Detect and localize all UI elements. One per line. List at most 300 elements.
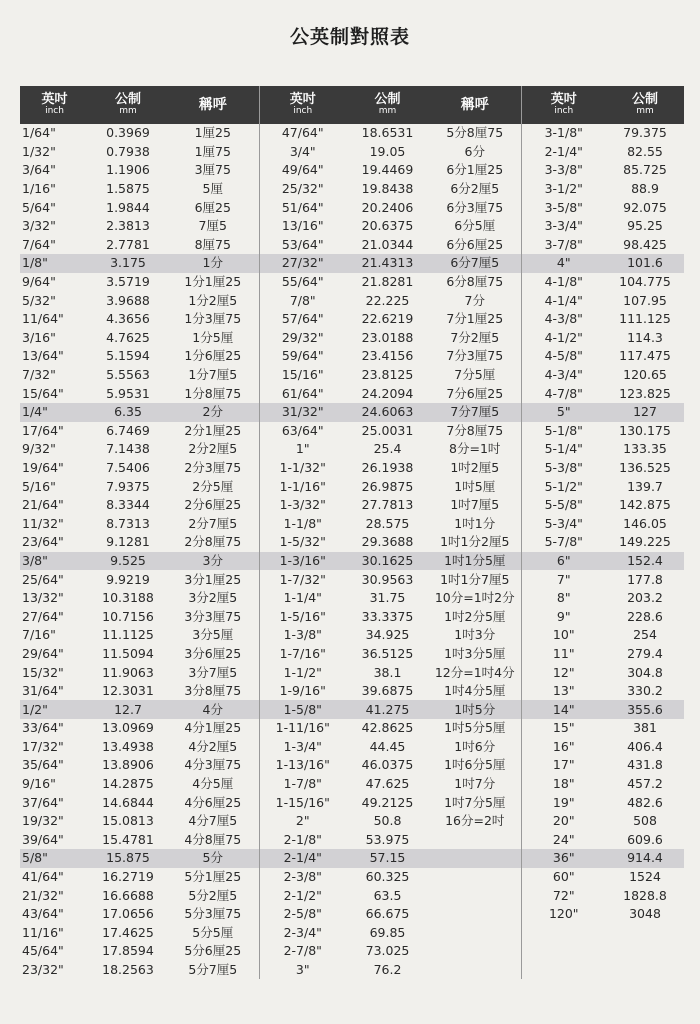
table-cell: 11" <box>552 645 575 661</box>
table-cell <box>429 831 521 850</box>
column-header-label: 稱呼 <box>198 96 227 113</box>
table-cell: 21.8281 <box>361 274 414 290</box>
table-cell: 9/16" <box>22 776 56 792</box>
column-header <box>346 86 429 124</box>
table-cell: 1吋7分5厘 <box>429 793 521 812</box>
table-row <box>20 347 684 366</box>
table-cell: 2分2厘5 <box>167 440 259 459</box>
table-cell: 17/32" <box>22 738 64 754</box>
table-cell: 3分2厘5 <box>167 589 259 608</box>
table-cell <box>521 924 606 943</box>
table-cell: 29/64" <box>22 645 64 661</box>
table-cell: 39/64" <box>22 831 64 847</box>
table-row <box>20 329 684 348</box>
table-cell: 5分5厘 <box>167 924 259 943</box>
table-cell: 0.7938 <box>106 143 150 159</box>
table-cell <box>429 961 521 980</box>
table-cell: 3分1厘25 <box>167 570 259 589</box>
table-cell: 7.5406 <box>106 459 150 475</box>
table-cell: 26.1938 <box>361 459 414 475</box>
table-cell: 24.6063 <box>346 403 429 422</box>
table-cell: 4分5厘 <box>167 775 259 794</box>
table-cell: 5.9531 <box>106 385 150 401</box>
table-cell: 5/8" <box>20 849 89 868</box>
table-cell: 1/64" <box>22 125 56 141</box>
table-cell: 19.4469 <box>361 162 414 178</box>
table-cell: 16" <box>552 738 575 754</box>
table-cell: 9.525 <box>89 552 167 571</box>
table-cell: 25/64" <box>22 571 64 587</box>
table-cell: 1分6厘25 <box>167 347 259 366</box>
table-cell: 12.7 <box>89 700 167 719</box>
table-cell: 20.2406 <box>361 199 414 215</box>
table-cell: 1厘25 <box>167 124 259 143</box>
table-cell <box>606 961 684 980</box>
table-cell: 1吋1分7厘5 <box>429 570 521 589</box>
table-cell: 35/64" <box>22 757 64 773</box>
column-header-label: 公制 <box>114 92 141 107</box>
table-row <box>20 682 684 701</box>
table-cell: 1-1/4" <box>283 590 322 606</box>
table-cell: 1/2" <box>20 700 89 719</box>
table-row <box>20 756 684 775</box>
table-row <box>20 700 684 719</box>
table-row <box>20 626 684 645</box>
table-cell: 3分5厘 <box>167 626 259 645</box>
table-cell: 3分3厘75 <box>167 607 259 626</box>
table-cell: 1分1厘25 <box>167 273 259 292</box>
table-cell: 1524 <box>629 869 661 885</box>
table-cell: 914.4 <box>606 849 684 868</box>
table-cell: 21/32" <box>22 887 64 903</box>
table-cell: 1-9/16" <box>279 683 326 699</box>
table-cell: 120.65 <box>623 367 667 383</box>
table-cell: 33/64" <box>22 720 64 736</box>
table-cell: 7.9375 <box>106 478 150 494</box>
table-cell: 7分3厘75 <box>429 347 521 366</box>
table-cell: 2分1厘25 <box>167 422 259 441</box>
table-cell: 14.6844 <box>102 794 154 810</box>
table-cell: 3/16" <box>22 329 56 345</box>
table-cell: 19.05 <box>369 143 406 159</box>
table-cell: 3-3/8" <box>544 162 583 178</box>
table-cell: 1吋2分5厘 <box>429 607 521 626</box>
table-cell: 3-5/8" <box>544 199 583 215</box>
table-cell: 50.8 <box>373 813 402 829</box>
table-cell: 5-1/2" <box>544 478 583 494</box>
table-cell: 117.475 <box>619 348 671 364</box>
table-cell: 34.925 <box>365 627 410 643</box>
table-cell: 3.175 <box>89 254 167 273</box>
table-cell: 609.6 <box>627 831 663 847</box>
table-cell: 136.525 <box>619 459 671 475</box>
table-cell: 20" <box>552 813 575 829</box>
table-cell: 2分5厘 <box>167 477 259 496</box>
table-cell: 5分 <box>167 849 259 868</box>
table-cell: 2-7/8" <box>283 943 322 959</box>
table-cell: 16.2719 <box>102 869 154 885</box>
table-cell: 47.625 <box>365 776 410 792</box>
table-cell <box>606 942 684 961</box>
table-row <box>20 719 684 738</box>
table-cell: 1分5厘 <box>167 329 259 348</box>
table-row <box>20 570 684 589</box>
table-cell: 2分3厘75 <box>167 459 259 478</box>
table-cell: 2分6厘25 <box>167 496 259 515</box>
table-cell: 6.7469 <box>106 422 150 438</box>
table-row <box>20 514 684 533</box>
table-cell: 60" <box>552 869 575 885</box>
table-cell: 6分7厘5 <box>429 254 521 273</box>
table-row <box>20 496 684 515</box>
table-cell: 9.9219 <box>106 571 150 587</box>
table-row <box>20 589 684 608</box>
table-cell: 1.9844 <box>106 199 150 215</box>
table-cell: 31/32" <box>259 403 346 422</box>
table-cell: 60.325 <box>365 869 410 885</box>
table-cell: 53/64" <box>281 236 324 252</box>
column-header-label: 稱呼 <box>460 96 489 113</box>
table-cell: 29/32" <box>281 329 324 345</box>
table-cell: 4分7厘5 <box>167 812 259 831</box>
table-cell: 4.7625 <box>106 329 150 345</box>
table-cell: 66.675 <box>365 906 410 922</box>
table-cell: 1-3/32" <box>279 497 326 513</box>
table-cell: 7/32" <box>22 367 56 383</box>
table-cell: 1-3/16" <box>259 552 346 571</box>
table-cell: 9.1281 <box>106 534 150 550</box>
table-row <box>20 217 684 236</box>
table-cell: 1-1/32" <box>279 459 326 475</box>
table-cell: 23/64" <box>22 534 64 550</box>
table-cell: 49/64" <box>281 162 324 178</box>
table-cell: 82.55 <box>627 143 663 159</box>
table-cell: 8" <box>556 590 571 606</box>
table-cell: 3/64" <box>22 162 56 178</box>
table-cell: 1分 <box>167 254 259 273</box>
table-cell: 37/64" <box>22 794 64 810</box>
table-cell: 1分8厘75 <box>167 384 259 403</box>
table-cell: 1吋3分 <box>429 626 521 645</box>
table-cell: 8.7313 <box>106 515 150 531</box>
table-cell: 13/32" <box>22 590 64 606</box>
table-cell: 3分8厘75 <box>167 682 259 701</box>
table-cell: 3-1/2" <box>544 181 583 197</box>
table-cell: 2-1/8" <box>283 831 322 847</box>
table-cell: 53.975 <box>365 831 410 847</box>
table-cell: 1吋7分 <box>429 775 521 794</box>
table-cell: 10" <box>552 627 575 643</box>
table-cell: 63/64" <box>281 422 324 438</box>
table-cell: 27/32" <box>259 254 346 273</box>
table-cell <box>521 942 606 961</box>
table-cell: 76.2 <box>373 962 402 978</box>
table-cell: 330.2 <box>627 683 663 699</box>
column-header-unit: inch <box>45 106 64 116</box>
table-cell: 6分5厘 <box>429 217 521 236</box>
table-cell: 254 <box>633 627 657 643</box>
table-cell: 1/32" <box>22 143 56 159</box>
table-row <box>20 607 684 626</box>
table-cell: 12分=1吋4分 <box>429 663 521 682</box>
table-cell: 13.8906 <box>102 757 154 773</box>
table-cell: 1-7/16" <box>279 645 326 661</box>
table-cell: 1吋4分5厘 <box>429 682 521 701</box>
table-cell: 33.3375 <box>361 608 414 624</box>
table-cell: 6分 <box>429 143 521 162</box>
table-cell: 4-7/8" <box>544 385 583 401</box>
table-cell: 4-3/4" <box>544 367 583 383</box>
column-header-label: 公制 <box>631 92 658 107</box>
table-cell: 1/4" <box>20 403 89 422</box>
table-cell: 19" <box>552 794 575 810</box>
column-header-label: 英吋 <box>289 92 316 107</box>
table-cell: 1吋7厘5 <box>429 496 521 515</box>
table-row <box>20 942 684 961</box>
table-cell: 3.9688 <box>106 292 150 308</box>
table-cell: 5.1594 <box>106 348 150 364</box>
table-cell: 6分2厘5 <box>429 180 521 199</box>
table-cell: 5" <box>521 403 606 422</box>
table-cell: 406.4 <box>627 738 663 754</box>
table-cell: 5分1厘25 <box>167 868 259 887</box>
table-cell: 12.3031 <box>102 683 154 699</box>
table-cell: 4-1/2" <box>544 329 583 345</box>
table-cell: 5分6厘25 <box>167 942 259 961</box>
table-cell: 123.825 <box>619 385 671 401</box>
table-row <box>20 459 684 478</box>
table-cell: 13.4938 <box>102 738 154 754</box>
table-cell: 1吋1分 <box>429 514 521 533</box>
table-cell: 11.9063 <box>102 664 154 680</box>
table-cell: 7分6厘25 <box>429 384 521 403</box>
table-cell: 2-3/4" <box>283 924 322 940</box>
table-cell: 7/8" <box>289 292 316 308</box>
table-cell: 152.4 <box>606 552 684 571</box>
table-row <box>20 403 684 422</box>
table-cell: 13/16" <box>281 218 324 234</box>
table-cell: 5/16" <box>22 478 56 494</box>
table-cell: 5分7厘5 <box>167 961 259 980</box>
table-cell: 10.7156 <box>102 608 154 624</box>
table-row <box>20 384 684 403</box>
table-cell: 1吋1分5厘 <box>429 552 521 571</box>
table-cell: 431.8 <box>627 757 663 773</box>
table-cell: 1-11/16" <box>275 720 330 736</box>
table-cell: 25.4 <box>373 441 402 457</box>
table-cell: 13" <box>552 683 575 699</box>
table-cell: 8.3344 <box>106 497 150 513</box>
column-header-unit: inch <box>293 106 313 116</box>
table-row <box>20 645 684 664</box>
table-cell: 1-5/32" <box>279 534 326 550</box>
table-cell: 2分 <box>167 403 259 422</box>
table-cell: 7厘5 <box>167 217 259 236</box>
table-cell: 4分2厘5 <box>167 738 259 757</box>
table-cell: 6" <box>521 552 606 571</box>
table-cell: 3" <box>295 962 310 978</box>
table-cell: 30.1625 <box>346 552 429 571</box>
table-cell: 10.3188 <box>102 590 154 606</box>
table-cell: 23.0188 <box>361 329 414 345</box>
table-cell: 11/32" <box>22 515 64 531</box>
table-cell: 19/32" <box>22 813 64 829</box>
table-cell: 6分6厘25 <box>429 236 521 255</box>
table-cell: 7分8厘75 <box>429 422 521 441</box>
table-cell: 2-1/4" <box>544 143 583 159</box>
table-cell: 57.15 <box>346 849 429 868</box>
table-cell: 43/64" <box>22 906 64 922</box>
table-cell: 5分8厘75 <box>429 124 521 143</box>
table-cell: 381 <box>633 720 657 736</box>
table-cell: 18" <box>552 776 575 792</box>
table-cell: 2" <box>295 813 310 829</box>
table-cell: 19/64" <box>22 459 64 475</box>
table-row <box>20 198 684 217</box>
column-header-label: 英吋 <box>41 92 68 107</box>
table-row <box>20 868 684 887</box>
table-cell: 3.5719 <box>106 274 150 290</box>
table-row <box>20 961 684 980</box>
table-cell: 4" <box>521 254 606 273</box>
table-cell <box>429 886 521 905</box>
table-cell: 5-1/4" <box>544 441 583 457</box>
table-cell: 111.125 <box>619 311 671 327</box>
table-cell: 17.0656 <box>102 906 154 922</box>
table-cell: 4分6厘25 <box>167 793 259 812</box>
table-cell: 1-13/16" <box>275 757 330 773</box>
table-row <box>20 924 684 943</box>
table-cell: 72" <box>552 887 575 903</box>
table-cell: 133.35 <box>623 441 667 457</box>
table-cell: 142.875 <box>619 497 671 513</box>
table-cell: 92.075 <box>623 199 667 215</box>
column-header <box>521 86 606 124</box>
column-header <box>20 86 89 124</box>
table-cell: 3分 <box>167 552 259 571</box>
table-cell: 73.025 <box>365 943 410 959</box>
table-cell: 55/64" <box>281 274 324 290</box>
table-cell: 19.8438 <box>361 181 414 197</box>
table-cell: 1828.8 <box>623 887 667 903</box>
table-cell: 1/8" <box>20 254 89 273</box>
table-row <box>20 310 684 329</box>
table-cell: 1吋5分5厘 <box>429 719 521 738</box>
table-cell: 3分7厘5 <box>167 663 259 682</box>
table-cell: 1-1/8" <box>283 515 322 531</box>
table-cell: 25.0031 <box>361 422 414 438</box>
table-cell: 2.7781 <box>106 236 150 252</box>
table-cell: 7.1438 <box>106 441 150 457</box>
column-header-unit: mm <box>636 106 654 116</box>
table-cell: 49.2125 <box>361 794 414 810</box>
table-cell: 1分2厘5 <box>167 291 259 310</box>
table-cell: 69.85 <box>369 924 406 940</box>
table-cell: 7分 <box>429 291 521 310</box>
table-cell: 30.9563 <box>361 571 414 587</box>
table-cell: 24.2094 <box>361 385 414 401</box>
table-cell: 5厘 <box>167 180 259 199</box>
table-cell: 12" <box>552 664 575 680</box>
table-cell: 2分7厘5 <box>167 514 259 533</box>
table-cell: 4-1/4" <box>544 292 583 308</box>
table-cell: 1吋3分5厘 <box>429 645 521 664</box>
table-cell: 1-15/16" <box>275 794 330 810</box>
table-cell: 4分 <box>167 700 259 719</box>
table-cell: 304.8 <box>627 664 663 680</box>
table-body <box>20 124 684 979</box>
table-cell: 41/64" <box>22 869 64 885</box>
table-cell: 1吋5厘 <box>429 477 521 496</box>
table-row <box>20 663 684 682</box>
table-cell: 177.8 <box>627 571 663 587</box>
table-cell: 11/64" <box>22 311 64 327</box>
table-cell: 14" <box>521 700 606 719</box>
table-cell: 15.4781 <box>102 831 154 847</box>
table-cell: 15/64" <box>22 385 64 401</box>
table-cell: 21.0344 <box>361 236 414 252</box>
table-cell: 7/64" <box>22 236 56 252</box>
table-cell: 20.6375 <box>361 218 414 234</box>
column-header-unit: mm <box>378 106 397 116</box>
table-cell: 36.5125 <box>361 645 414 661</box>
table-cell: 22.225 <box>365 292 410 308</box>
table-cell: 1.1906 <box>106 162 150 178</box>
table-cell: 41.275 <box>346 700 429 719</box>
table-cell: 1分3厘75 <box>167 310 259 329</box>
table-row <box>20 254 684 273</box>
table-cell: 5/64" <box>22 199 56 215</box>
table-cell: 7分5厘 <box>429 366 521 385</box>
table-cell: 39.6875 <box>361 683 414 699</box>
table-cell: 3-7/8" <box>544 236 583 252</box>
table-cell: 7分7厘5 <box>429 403 521 422</box>
table-cell <box>429 849 521 868</box>
table-cell: 4-1/8" <box>544 274 583 290</box>
table-cell: 6分8厘75 <box>429 273 521 292</box>
table-cell: 23.8125 <box>361 367 414 383</box>
table-cell: 15.0813 <box>102 813 154 829</box>
table-cell: 1吋6分 <box>429 738 521 757</box>
table-cell: 3/32" <box>22 218 56 234</box>
table-cell: 15/16" <box>281 367 324 383</box>
table-cell: 6分3厘75 <box>429 198 521 217</box>
table-cell: 1-5/16" <box>279 608 326 624</box>
table-cell: 1-3/8" <box>283 627 322 643</box>
table-cell: 16.6688 <box>102 887 154 903</box>
table-cell: 1吋5分 <box>429 700 521 719</box>
table-cell: 2分8厘75 <box>167 533 259 552</box>
table-cell: 482.6 <box>627 794 663 810</box>
table-cell: 2.3813 <box>106 218 150 234</box>
table-cell: 3/8" <box>20 552 89 571</box>
table-row <box>20 831 684 850</box>
table-cell: 146.05 <box>623 515 667 531</box>
table-cell: 23.4156 <box>361 348 414 364</box>
table-cell: 31.75 <box>369 590 406 606</box>
table-cell: 4-3/8" <box>544 311 583 327</box>
table-cell: 6分1厘25 <box>429 161 521 180</box>
table-cell: 1-1/16" <box>279 478 326 494</box>
table-header-row <box>20 86 684 124</box>
table-row <box>20 440 684 459</box>
table-cell: 8分=1吋 <box>429 440 521 459</box>
table-cell: 5分3厘75 <box>167 905 259 924</box>
table-cell: 2-1/2" <box>283 887 322 903</box>
table-cell: 17/64" <box>22 422 64 438</box>
table-cell: 1-1/2" <box>283 664 322 680</box>
table-cell: 228.6 <box>627 608 663 624</box>
